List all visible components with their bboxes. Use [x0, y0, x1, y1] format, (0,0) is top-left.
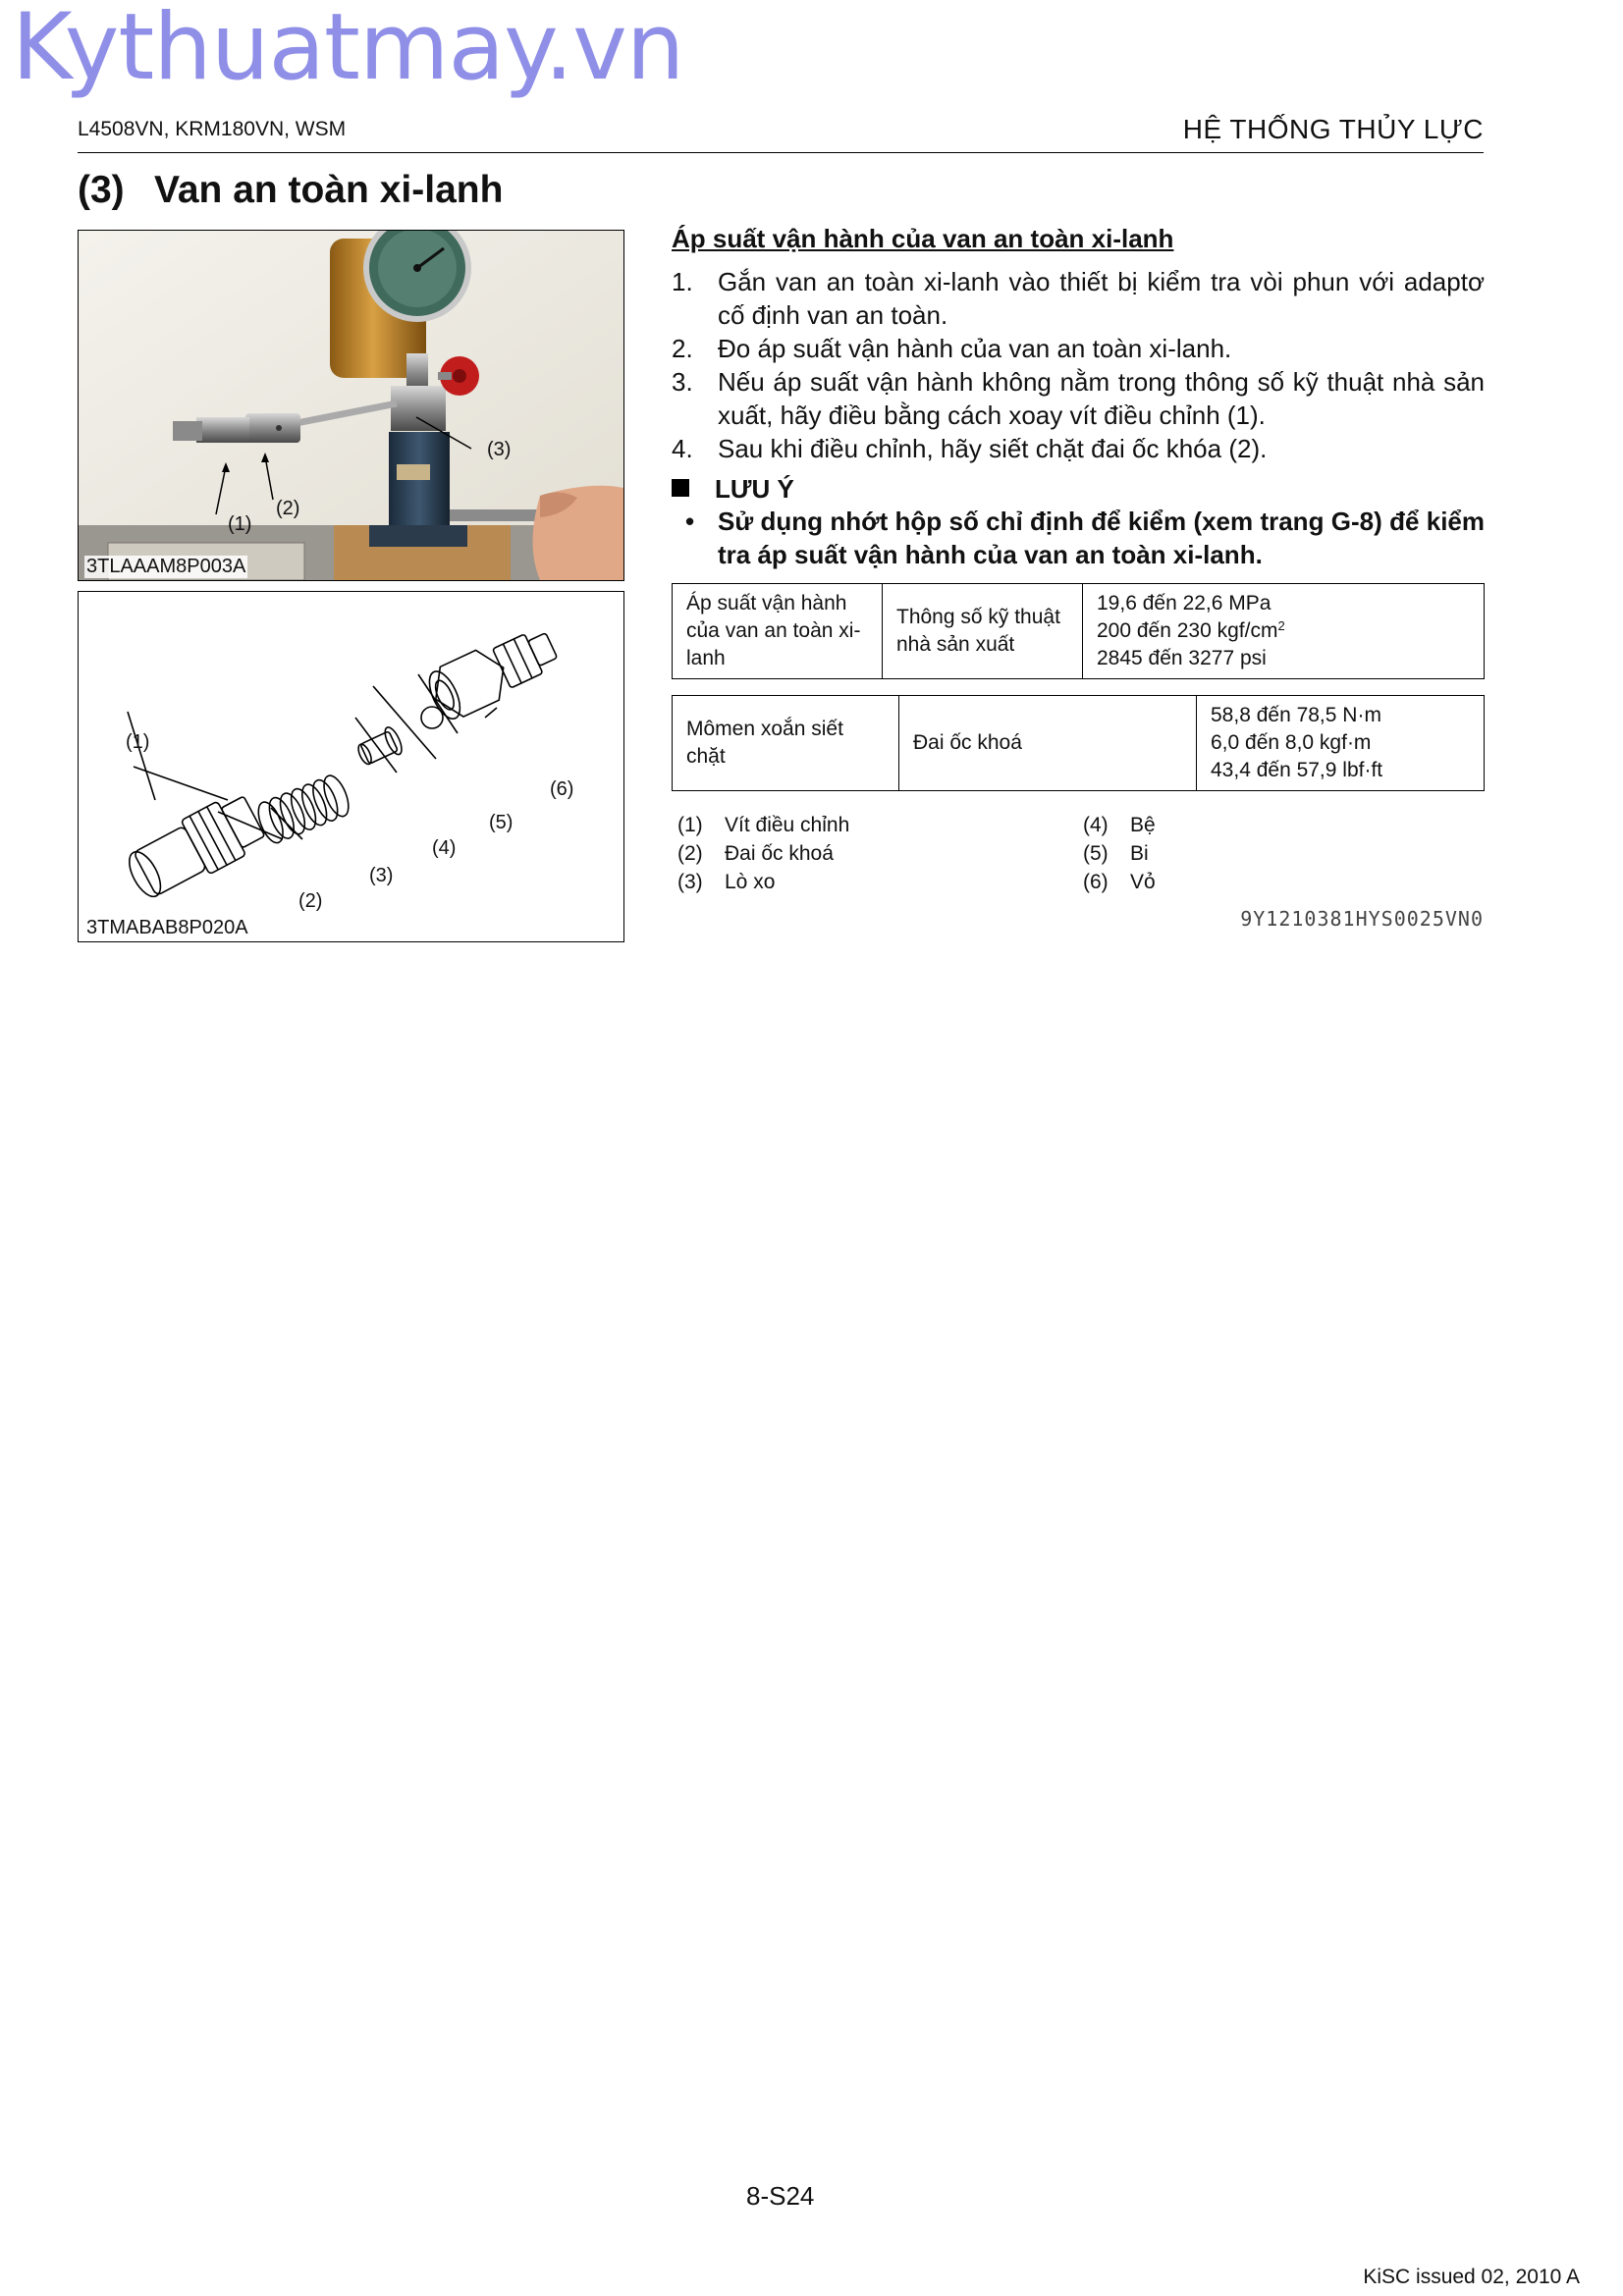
figure-photo [78, 230, 624, 581]
watermark: Kythuatmay.vn [12, 0, 684, 101]
exploded-callout-6: (6) [550, 778, 574, 800]
spec1-label: Áp suất vận hành của van an toàn xi-lanh [673, 584, 883, 679]
step-3: 3. Nếu áp suất vận hành không nằm trong thông số kỹ thuật nhà sản xuất, hãy điều bằng cách xoay vít điều chỉnh (1). [672, 367, 1485, 430]
figure-exploded-view [78, 591, 624, 942]
step-1: 1. Gắn van an toàn xi-lanh vào thiết bị kiểm tra vòi phun với adaptơ cố định van an toàn. [672, 267, 1485, 330]
exploded-callout-4: (4) [432, 837, 457, 859]
note-title: LƯU Ý [672, 474, 794, 505]
exploded-drawing [79, 592, 623, 941]
part-item: (2) Đai ốc khoá [677, 842, 834, 865]
exploded-figure-code: 3TMABAB8P020A [86, 917, 248, 938]
photo-callout-3: (3) [487, 439, 512, 460]
part-item: (5) Bi [1083, 842, 1149, 865]
part-item: (6) Vỏ [1083, 871, 1156, 893]
part-item: (1) Vít điều chỉnh [677, 814, 850, 836]
exploded-callout-1: (1) [126, 731, 150, 753]
spec1-values: 19,6 đến 22,6 MPa 200 đến 230 kgf/$cm^2$ 2845 đến 3277 psi [1083, 584, 1485, 679]
header-rule [78, 152, 1484, 153]
spec2-item: Đai ốc khoá [899, 696, 1197, 791]
photo-figure-code: 3TLAAAM8P003A [86, 556, 246, 577]
page-number: 8-S24 [746, 2181, 815, 2211]
spec2-values: 58,8 đến 78,5 N·m 6,0 đến 8,0 kgf·m 43,4 đến 57,9 lbf·ft [1197, 696, 1485, 791]
step-2: 2. Đo áp suất vận hành của van an toàn xi-lanh. [672, 334, 1232, 363]
housing-part [422, 620, 563, 725]
bullet-icon: • [685, 507, 695, 536]
exploded-callout-3: (3) [369, 865, 394, 886]
procedure-steps [672, 265, 1485, 465]
exploded-callout-5: (5) [489, 812, 514, 833]
photo-callout-2: (2) [276, 498, 300, 519]
photo-callout-1: (1) [228, 513, 252, 535]
seat-part [354, 725, 406, 770]
spec1-type: Thông số kỹ thuật nhà sản xuất [883, 584, 1083, 679]
section-title-text: Van an toàn xi-lanh [154, 169, 504, 211]
procedure-heading: Áp suất vận hành của van an toàn xi-lanh [672, 224, 1174, 253]
header-chapter: HỆ THỐNG THỦY LỰC [1182, 114, 1484, 144]
issued-note: KiSC issued 02, 2010 A [1363, 2266, 1580, 2288]
section-number: (3) [78, 169, 125, 211]
header-model: L4508VN, KRM180VN, WSM [78, 118, 347, 140]
document-code: 9Y1210381HYS0025VN0 [1240, 907, 1484, 931]
step-4: 4. Sau khi điều chỉnh, hãy siết chặt đai ốc khóa (2). [672, 434, 1268, 463]
adjusting-screw-part [120, 789, 268, 907]
parts-list-right [1083, 811, 1156, 896]
note-square-icon [672, 479, 689, 497]
parts-list-left [677, 811, 849, 896]
spec-table-torque [672, 695, 1485, 791]
spec-table-pressure [672, 583, 1485, 679]
exploded-callout-2: (2) [298, 890, 323, 912]
spring-part [253, 773, 353, 846]
part-item: (4) Bệ [1083, 814, 1156, 836]
spec2-label: Mômen xoắn siết chặt [673, 696, 899, 791]
photo-illustration [79, 231, 623, 580]
part-item: (3) Lò xo [677, 871, 776, 893]
note-body: • Sử dụng nhớt hộp số chỉ định để kiểm (xem trang G-8) để kiểm tra áp suất vận hành của van an toàn xi-lanh. [685, 507, 1485, 569]
section-title [78, 169, 503, 212]
